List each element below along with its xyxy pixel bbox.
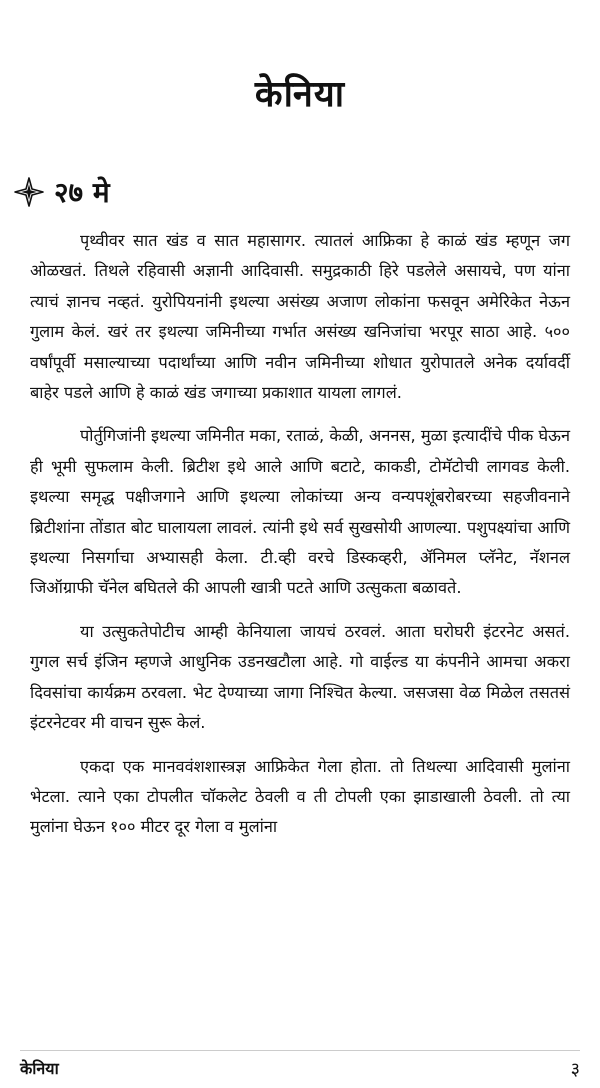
page-footer bbox=[20, 1050, 580, 1081]
paragraph-1: पृथ्वीवर सात खंड व सात महासागर. त्यातलं आफ्रिका हे काळं खंड म्हणून जग ओळखतं. तिथले रहिवासी अज्ञानी आदिवासी. समुद्रकाठी हिरे पडलेले असायचे, पण यांना त्याचं ज्ञानच नव्हतं. युरोपियनांनी इथल्या असंख्य अजाण लोकांना फसवून अमेरिकेत नेऊन गुलाम केलं. खरं तर इथल्या जमिनीच्या गर्भात असंख्य खनिजांचा भरपूर साठा आहे. ५०० वर्षांपूर्वी मसाल्याच्या पदार्थांच्या आणि नवीन जमिनीच्या शोधात युरोपातले अनेक दर्यावर्दी बाहेर पडले आणि हे काळं खंड जगाच्या प्रकाशात यायला लागलं. bbox=[30, 231, 570, 403]
diary-date-heading bbox=[14, 170, 110, 214]
page-number: ३ bbox=[570, 1059, 580, 1080]
diary-date: २७ मे bbox=[54, 176, 110, 209]
paragraph-3: या उत्सुकतेपोटीच आम्ही केनियाला जायचं ठरवलं. आता घरोघरी इंटरनेट असतं. गुगल सर्च इंजिन म्हणजे आधुनिक उडनखटौला आहे. गो वाईल्ड या कंपनीने आमचा अकरा दिवसांचा कार्यक्रम ठरवला. भेट देण्याच्या जागा निश्चित केल्या. जसजसा वेळ मिळेल तसतसं इंटरनेटवर मी वाचन सुरू केलं. bbox=[30, 621, 570, 733]
chapter-title: केनिया bbox=[254, 74, 346, 116]
running-title: केनिया bbox=[20, 1059, 59, 1078]
body-text bbox=[30, 226, 570, 856]
four-point-star-icon bbox=[14, 177, 44, 207]
paragraph-4: एकदा एक मानववंशशास्त्रज्ञ आफ्रिकेत गेला होता. तो तिथल्या आदिवासी मुलांना भेटला. त्याने एका टोपलीत चॉकलेट ठेवली व ती टोपली एका झाडाखाली ठेवली. तो त्या मुलांना घेऊन १०० मीटर दूर गेला व मुलांना bbox=[30, 756, 570, 837]
paragraph-2: पोर्तुगिजांनी इथल्या जमिनीत मका, रताळं, केळी, अननस, मुळा इत्यादींचे पीक घेऊन ही भूमी सुफलाम केली. ब्रिटीश इथे आले आणि बटाटे, काकडी, टोमॅटोची लागवड केली. इथल्या समृद्ध पक्षीजगाने आणि इथल्या लोकांच्या अन्य वन्यपशूंबरोबरच्या सहजीवनाने ब्रिटीशांना तोंडात बोट घालायला लावलं. त्यांनी इथे सर्व सुखसोयी आणल्या. पशुपक्ष्यांचा आणि इथल्या निसर्गाचा अभ्यासही केला. टी.व्ही वरचे डिस्कव्हरी, ॲनिमल प्लॅनेट, नॅशनल जिऑग्राफी चॅनेल बघितले की आपली खात्री पटते आणि उत्सुकता बळावते. bbox=[30, 426, 570, 598]
